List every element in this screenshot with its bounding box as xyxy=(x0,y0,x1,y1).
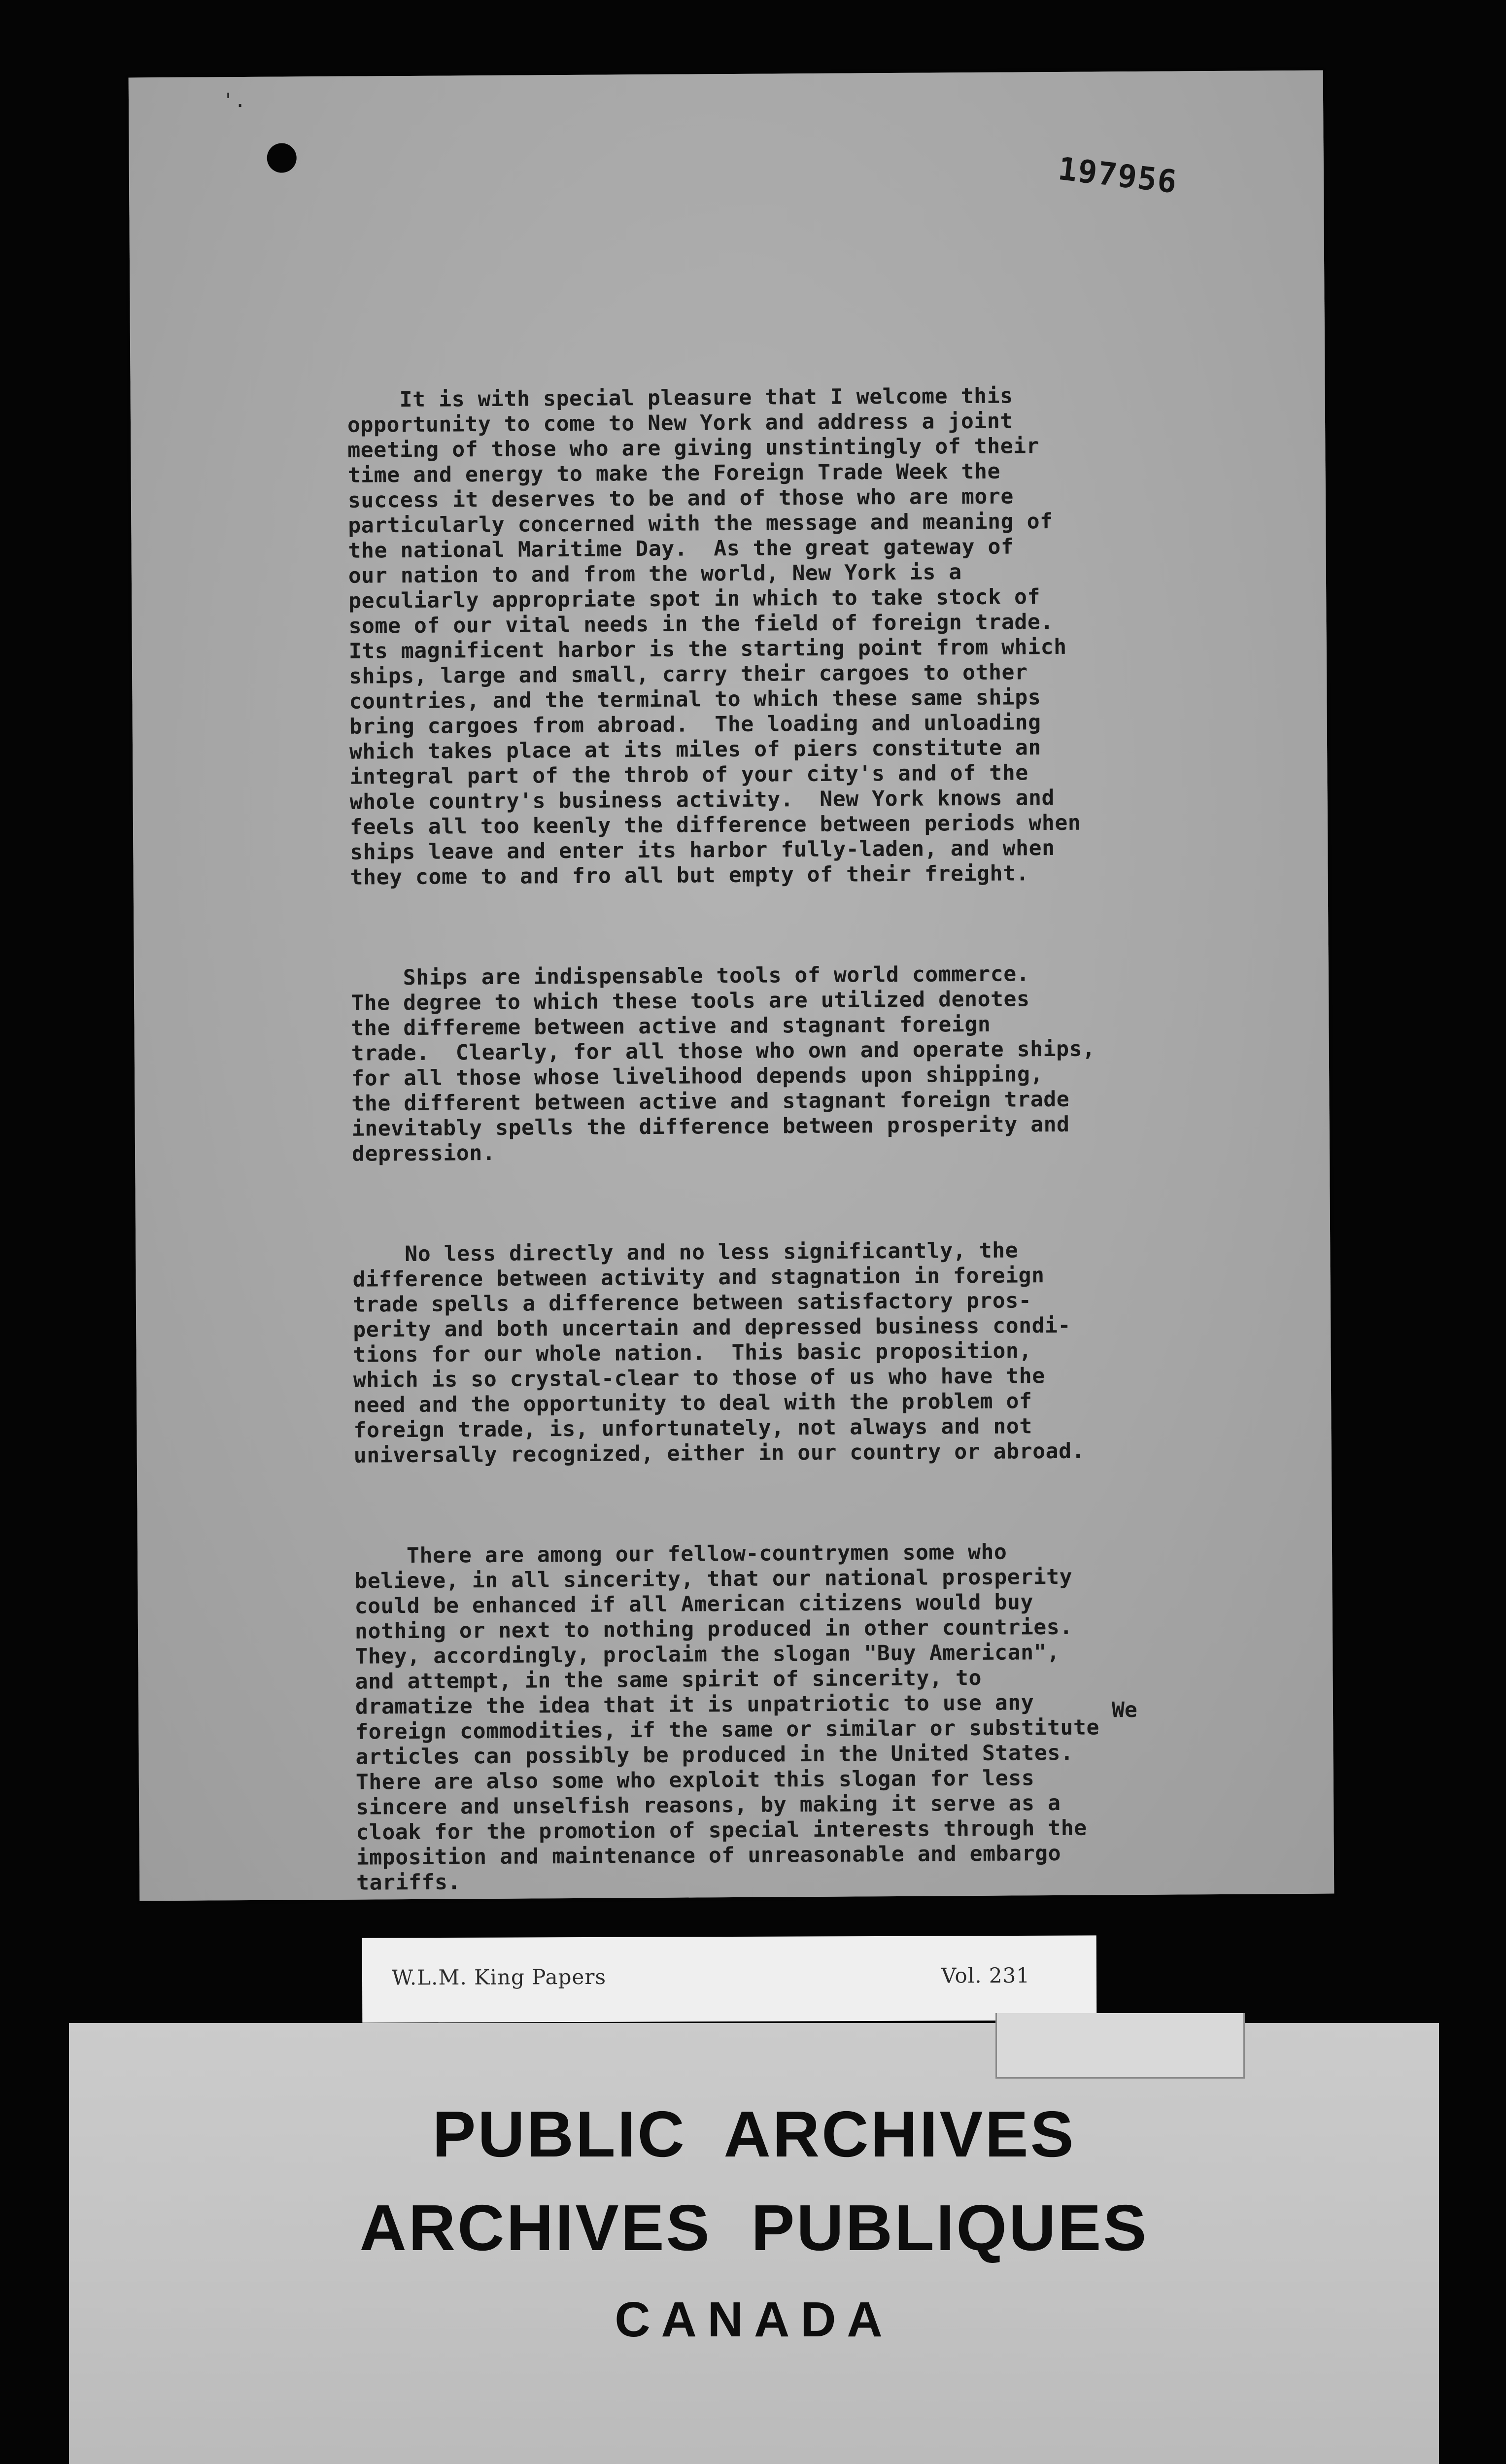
paragraph-2: Ships are indispensable tools of world commerce. The degree to which these tools are utilized denotes the differeme between active and stagnant foreign trade. Clearly, for all those who own and operate ships, for all those whose livelihood depends upon shipping, the different between active and stagnant foreign trade inevitably spells the difference between prosperity and depression. xyxy=(350,961,1095,1166)
corner-mark: '. xyxy=(222,89,246,112)
paragraph-4: There are among our fellow-countrymen some who believe, in all sincerity, that our national prosperity could be enhanced if all American citizens would buy nothing or next to nothing produced in other countries. They, accordingly, proclaim the slogan "Buy American", and attempt, in the same spirit of sincerity, to dramatize the idea that it is unpatriotic to use any foreign commodities, if the same or similar or substitute articles can possibly be produced in the United States. There are also some who exploit this slogan for less sincere and unselfish reasons, by making it serve as a cloak for the promotion of special interests through the imposition and maintenance of unreasonable and embargo tariffs. xyxy=(354,1540,1100,1895)
archive-title-french: ARCHIVES PUBLIQUES xyxy=(359,2191,1149,2264)
card-tab xyxy=(995,2013,1245,2079)
archive-card xyxy=(69,2023,1439,2464)
punch-hole xyxy=(267,143,297,172)
page-number-stamp: 197956 xyxy=(1056,150,1180,201)
archive-country: CANADA xyxy=(615,2292,893,2347)
typed-document-page xyxy=(129,70,1335,1901)
collection-label-strip xyxy=(362,1935,1097,2022)
archive-title-english: PUBLIC ARCHIVES xyxy=(432,2098,1076,2170)
volume-number: Vol. 231 xyxy=(941,1963,1030,1988)
paragraph-3: No less directly and no less significantly, the difference between activity and stagnation in foreign trade spells a difference between satisfactory pros- perity and both uncertain and depressed business condi- tions for our whole nation. This basic proposition, which is so crystal-clear to those of us who have the need and the opportunity to deal with the problem of foreign trade, is, unfortunately, not always and not universally recognized, either in our country or abroad. xyxy=(352,1238,1085,1468)
catch-word: We xyxy=(1111,1697,1137,1723)
paragraph-1: It is with special pleasure that I welcome this opportunity to come to New York and address a joint meeting of those who are giving unstintingly of their time and energy to make the Foreign Trade Week the success it deserves to be and of those who are more particularly concerned with the message and meaning of the national Maritime Day. As the great gateway of our nation to and from the world, New York is a peculiarly appropriate spot in which to take stock of some of our vital needs in the field of foreign trade. Its magnificent harbor is the starting point from which ships, large and small, carry their cargoes to other countries, and the terminal to which these same ships bring cargoes from abroad. The loading and unloading which takes place at its miles of piers constitute an integral part of the throb of your city's and of the whole country's business activity. New York knows and feels all too keenly the difference between periods when ships leave and enter its harbor fully-laden, and when they come to and fro all but empty of their freight. xyxy=(347,383,1081,890)
collection-name: W.L.M. King Papers xyxy=(391,1964,607,1990)
